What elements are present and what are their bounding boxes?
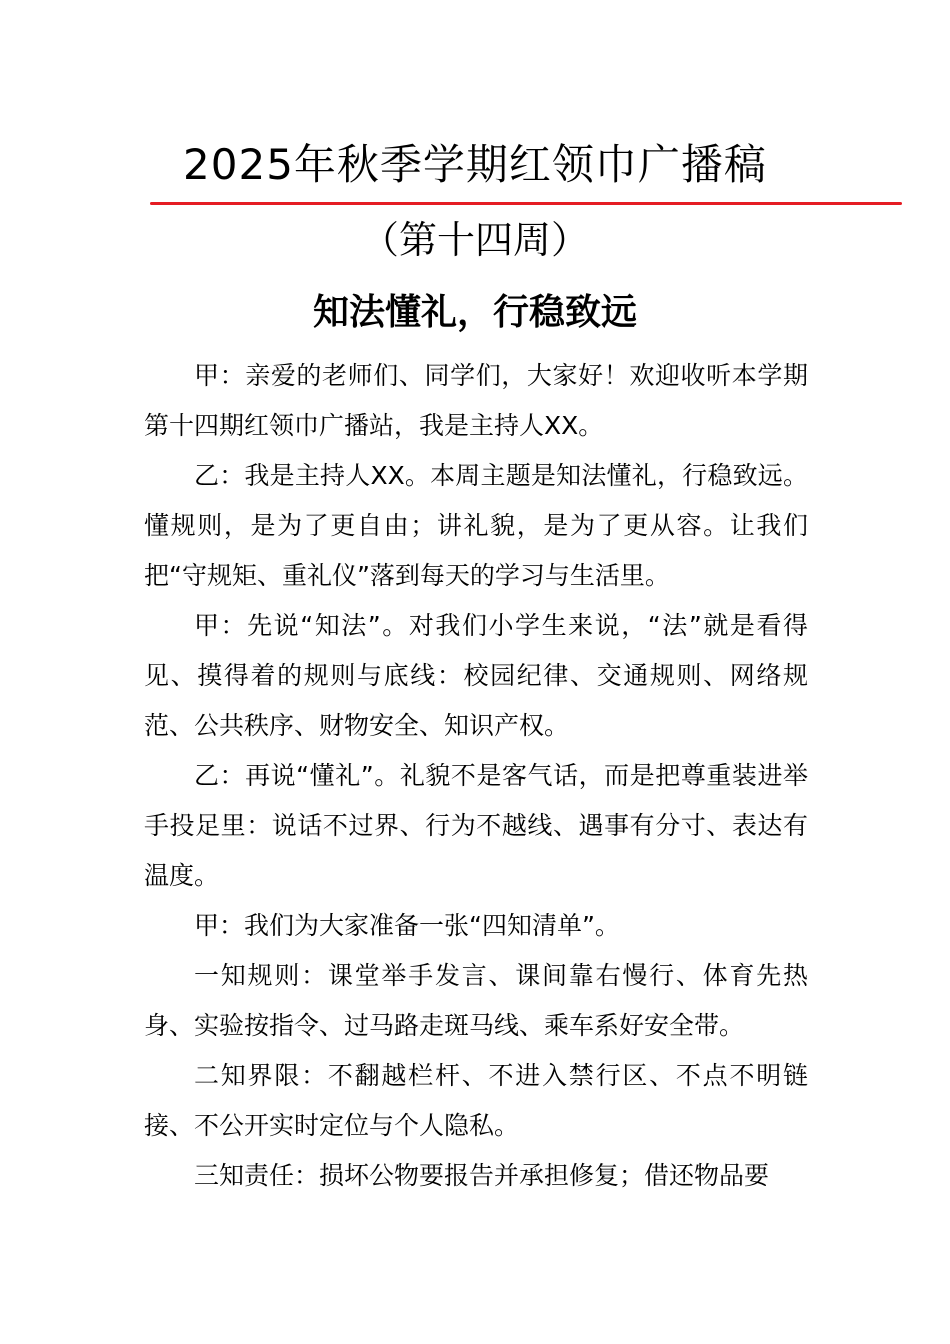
- theme-heading: 知法懂礼，行稳致远: [312, 292, 637, 333]
- title-divider: [150, 202, 902, 205]
- paragraph: 乙：再说“懂礼”。礼貌不是客气话，而是把尊重装进举手投足里：说话不过界、行为不越线、遇事有分寸、表达有温度。: [144, 761, 808, 890]
- document-body: [144, 351, 808, 1201]
- paragraph: 一知规则：课堂举手发言、课间靠右慢行、体育先热身、实验按指令、过马路走斑马线、乘车系好安全带。: [144, 961, 808, 1040]
- paragraph: 甲：亲爱的老师们、同学们，大家好！欢迎收听本学期第十四期红领巾广播站，我是主持人XX。: [144, 361, 808, 440]
- document-subtitle: （第十四周）: [360, 218, 589, 262]
- paragraph: 三知责任：损坏公物要报告并承担修复；借还物品要: [194, 1161, 770, 1190]
- paragraph: 二知界限：不翻越栏杆、不进入禁行区、不点不明链接、不公开实时定位与个人隐私。: [144, 1061, 808, 1140]
- paragraph: 甲：我们为大家准备一张“四知清单”。: [194, 911, 620, 940]
- paragraph: 甲：先说“知法”。对我们小学生来说，“法”就是看得见、摸得着的规则与底线：校园纪律、交通规则、网络规范、公共秩序、财物安全、知识产权。: [144, 611, 808, 740]
- document-title: 2025年秋季学期红领巾广播稿: [183, 140, 767, 189]
- paragraph: 乙：我是主持人XX。本周主题是知法懂礼，行稳致远。懂规则，是为了更自由；讲礼貌，是为了更从容。让我们把“守规矩、重礼仪”落到每天的学习与生活里。: [144, 461, 808, 590]
